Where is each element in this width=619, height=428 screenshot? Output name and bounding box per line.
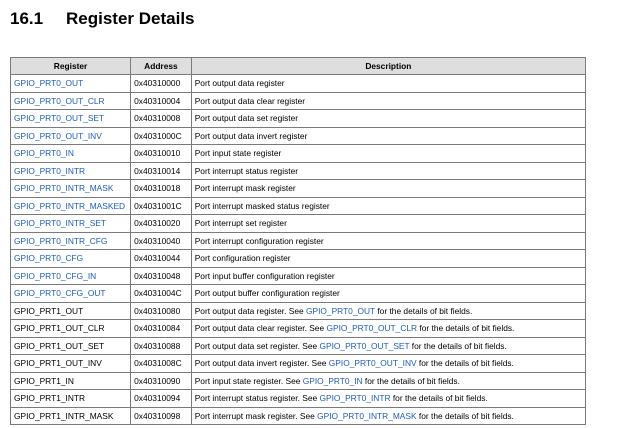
- table-row: [11, 92, 586, 110]
- register-reference-link[interactable]: GPIO_PRT0_INTR_MASK: [317, 410, 417, 421]
- table-row: [11, 145, 586, 163]
- description-text: Port output data clear register. See: [194, 323, 327, 334]
- address-cell: 0x40310080: [131, 302, 192, 320]
- table-row: [11, 285, 586, 303]
- register-name-cell: GPIO_PRT1_INTR: [11, 390, 131, 408]
- register-name-cell: GPIO_PRT1_OUT: [11, 302, 131, 320]
- table-row: [11, 110, 586, 128]
- description-text: Port interrupt mask register: [194, 183, 296, 194]
- description-text: Port interrupt set register: [194, 218, 287, 229]
- register-name-cell[interactable]: GPIO_PRT0_INTR_MASKED: [11, 197, 131, 215]
- table-row: [11, 180, 586, 198]
- address-cell: 0x40310008: [131, 110, 192, 128]
- table-row: [11, 267, 586, 285]
- register-name-cell[interactable]: GPIO_PRT0_OUT: [11, 75, 131, 93]
- register-name-cell: GPIO_PRT1_IN: [11, 372, 131, 390]
- register-name-cell: GPIO_PRT1_OUT_CLR: [11, 320, 131, 338]
- header-address: Address: [131, 58, 192, 75]
- table-row: [11, 197, 586, 215]
- address-cell: 0x40310088: [131, 337, 192, 355]
- description-cell: [191, 390, 585, 408]
- description-cell: [191, 162, 585, 180]
- description-cell: [191, 127, 585, 145]
- section-heading: [10, 9, 195, 29]
- description-text: Port output data invert register: [194, 130, 308, 141]
- address-cell: 0x4031004C: [131, 285, 192, 303]
- register-name-cell[interactable]: GPIO_PRT0_OUT_CLR: [11, 92, 131, 110]
- register-name-cell[interactable]: GPIO_PRT0_INTR: [11, 162, 131, 180]
- address-cell: 0x40310010: [131, 145, 192, 163]
- description-cell: [191, 250, 585, 268]
- description-tail: for the details of bit fields.: [409, 340, 507, 351]
- table-row: [11, 372, 586, 390]
- description-cell: [191, 320, 585, 338]
- description-cell: [191, 180, 585, 198]
- address-cell: 0x40310098: [131, 407, 192, 425]
- address-cell: 0x40310044: [131, 250, 192, 268]
- table-row: [11, 355, 586, 373]
- table-row: [11, 162, 586, 180]
- description-tail: for the details of bit fields.: [362, 375, 460, 386]
- description-text: Port input state register. See: [194, 375, 303, 386]
- table-row: [11, 320, 586, 338]
- description-text: Port output data register: [194, 78, 285, 89]
- address-cell: 0x40310014: [131, 162, 192, 180]
- table-body: [11, 75, 586, 425]
- description-text: Port input buffer configuration register: [194, 270, 335, 281]
- table-row: [11, 390, 586, 408]
- description-cell: [191, 232, 585, 250]
- table-row: [11, 302, 586, 320]
- register-reference-link[interactable]: GPIO_PRT0_IN: [302, 375, 363, 386]
- register-table: [10, 57, 586, 425]
- section-title: Register Details: [66, 9, 195, 28]
- register-name-cell[interactable]: GPIO_PRT0_OUT_SET: [11, 110, 131, 128]
- address-cell: 0x4031000C: [131, 127, 192, 145]
- register-name-cell[interactable]: GPIO_PRT0_IN: [11, 145, 131, 163]
- description-text: Port interrupt status register: [194, 165, 299, 176]
- description-cell: [191, 110, 585, 128]
- table-row: [11, 127, 586, 145]
- address-cell: 0x40310094: [131, 390, 192, 408]
- description-cell: [191, 197, 585, 215]
- description-text: Port interrupt status register. See: [194, 393, 320, 404]
- description-cell: [191, 285, 585, 303]
- description-text: Port output data invert register. See: [194, 358, 329, 369]
- address-cell: 0x40310000: [131, 75, 192, 93]
- description-text: Port output data clear register: [194, 95, 306, 106]
- register-name-cell[interactable]: GPIO_PRT0_CFG_IN: [11, 267, 131, 285]
- address-cell: 0x40310018: [131, 180, 192, 198]
- description-text: Port interrupt masked status register: [194, 200, 330, 211]
- description-text: Port interrupt configuration register: [194, 235, 324, 246]
- description-text: Port output buffer configuration register: [194, 288, 340, 299]
- description-text: Port output data set register. See: [194, 340, 320, 351]
- address-cell: 0x40310040: [131, 232, 192, 250]
- description-cell: [191, 407, 585, 425]
- header-register: Register: [11, 58, 131, 75]
- address-cell: 0x40310090: [131, 372, 192, 390]
- address-cell: 0x40310084: [131, 320, 192, 338]
- description-text: Port output data register. See: [194, 305, 306, 316]
- description-text: Port interrupt mask register. See: [194, 410, 318, 421]
- table-row: [11, 232, 586, 250]
- header-description: Description: [191, 58, 585, 75]
- description-cell: [191, 337, 585, 355]
- address-cell: 0x40310020: [131, 215, 192, 233]
- description-cell: [191, 355, 585, 373]
- register-name-cell[interactable]: GPIO_PRT0_INTR_MASK: [11, 180, 131, 198]
- description-cell: [191, 75, 585, 93]
- description-text: Port input state register: [194, 148, 282, 159]
- description-cell: [191, 372, 585, 390]
- description-text: Port output data set register: [194, 113, 299, 124]
- register-name-cell[interactable]: GPIO_PRT0_INTR_CFG: [11, 232, 131, 250]
- description-tail: for the details of bit fields.: [417, 323, 515, 334]
- register-name-cell: GPIO_PRT1_OUT_SET: [11, 337, 131, 355]
- section-number: 16.1: [10, 9, 44, 28]
- register-name-cell: GPIO_PRT1_INTR_MASK: [11, 407, 131, 425]
- description-tail: for the details of bit fields.: [390, 393, 488, 404]
- description-text: Port configuration register: [194, 253, 291, 264]
- table-row: [11, 75, 586, 93]
- register-reference-link[interactable]: GPIO_PRT0_OUT_SET: [319, 340, 410, 351]
- register-name-cell[interactable]: GPIO_PRT0_INTR_SET: [11, 215, 131, 233]
- description-cell: [191, 145, 585, 163]
- description-cell: [191, 267, 585, 285]
- address-cell: 0x4031008C: [131, 355, 192, 373]
- address-cell: 0x40310048: [131, 267, 192, 285]
- register-reference-link[interactable]: GPIO_PRT0_INTR: [319, 393, 391, 404]
- description-tail: for the details of bit fields.: [375, 305, 473, 316]
- register-reference-link[interactable]: GPIO_PRT0_OUT_CLR: [326, 323, 418, 334]
- address-cell: 0x40310004: [131, 92, 192, 110]
- table-row: [11, 407, 586, 425]
- description-cell: [191, 92, 585, 110]
- register-reference-link[interactable]: GPIO_PRT0_OUT_INV: [328, 358, 417, 369]
- description-tail: for the details of bit fields.: [416, 358, 514, 369]
- description-cell: [191, 302, 585, 320]
- table-row: [11, 337, 586, 355]
- table-row: [11, 215, 586, 233]
- table-row: [11, 250, 586, 268]
- register-name-cell[interactable]: GPIO_PRT0_CFG_OUT: [11, 285, 131, 303]
- description-cell: [191, 215, 585, 233]
- table-header-row: [11, 58, 586, 75]
- register-name-cell[interactable]: GPIO_PRT0_OUT_INV: [11, 127, 131, 145]
- register-name-cell: GPIO_PRT1_OUT_INV: [11, 355, 131, 373]
- address-cell: 0x4031001C: [131, 197, 192, 215]
- description-tail: for the details of bit fields.: [416, 410, 514, 421]
- register-name-cell[interactable]: GPIO_PRT0_CFG: [11, 250, 131, 268]
- register-reference-link[interactable]: GPIO_PRT0_OUT: [305, 305, 376, 316]
